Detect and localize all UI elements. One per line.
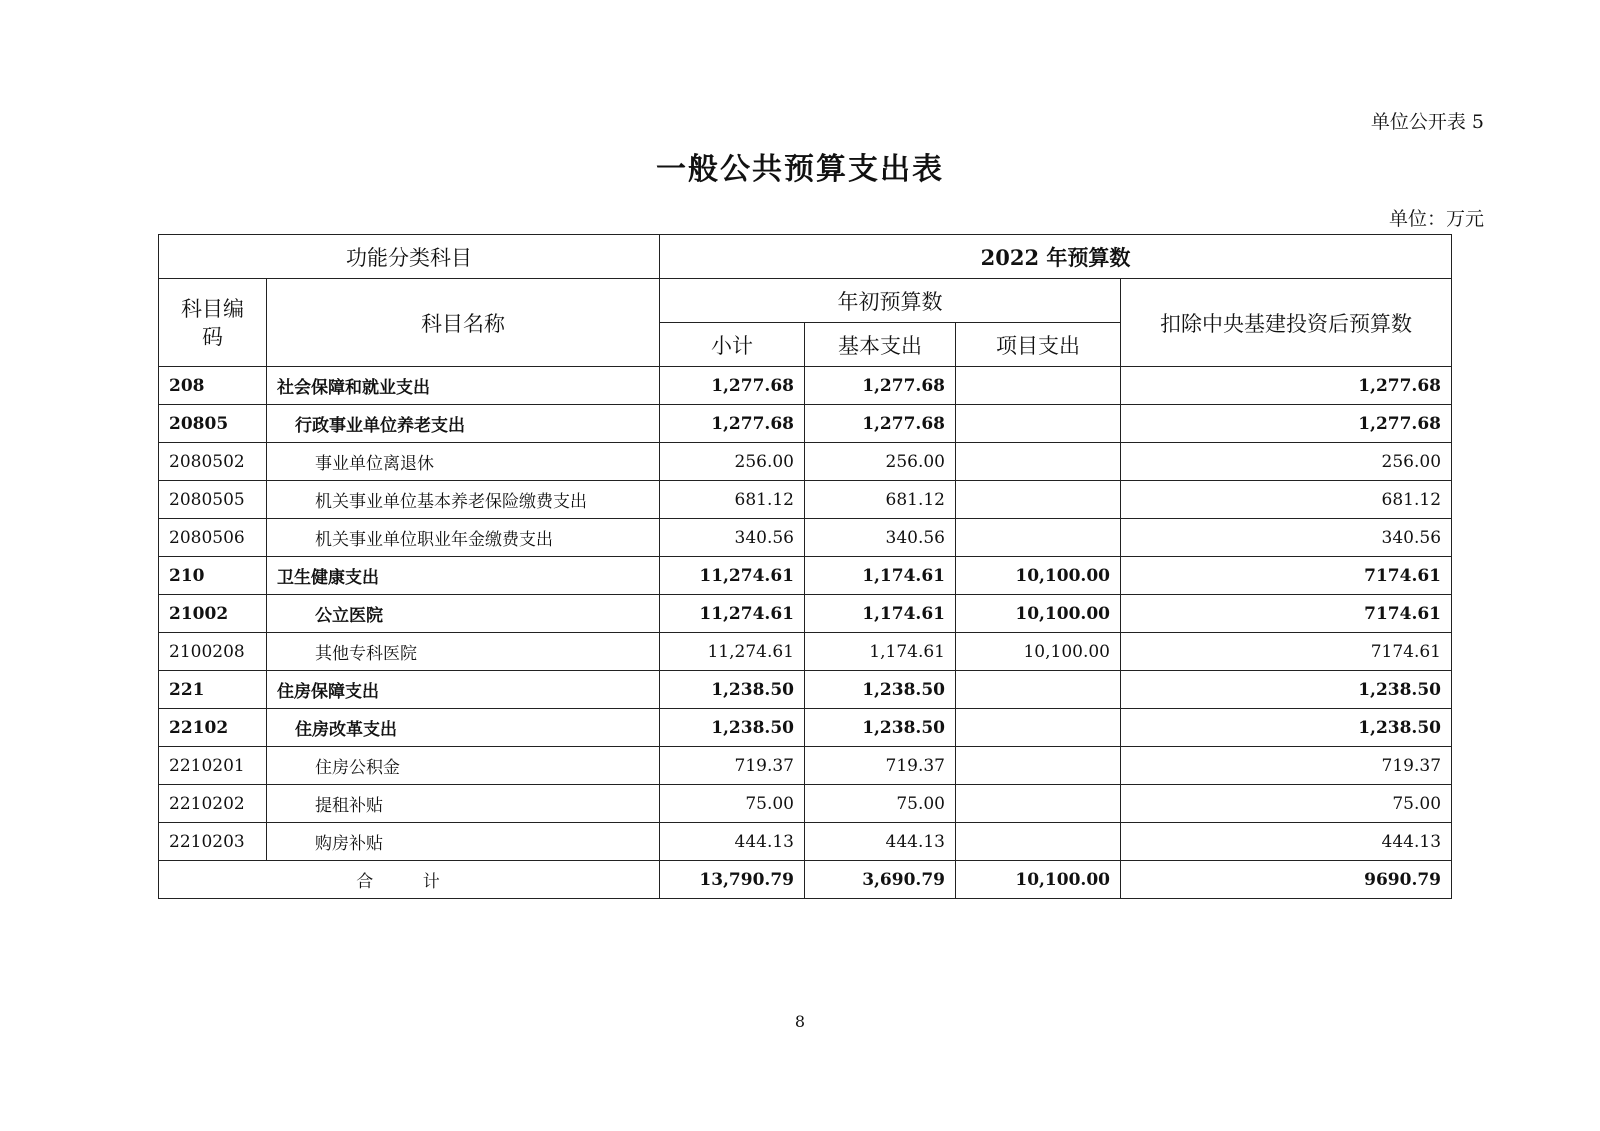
row-name: 公立医院 <box>267 595 660 633</box>
row-after-deduction: 444.13 <box>1121 823 1452 861</box>
row-basic: 1,174.61 <box>805 595 956 633</box>
header-function-classification: 功能分类科目 <box>159 235 660 279</box>
row-project <box>956 443 1121 481</box>
row-project: 10,100.00 <box>956 633 1121 671</box>
row-basic: 1,174.61 <box>805 557 956 595</box>
row-project: 10,100.00 <box>956 557 1121 595</box>
row-name: 其他专科医院 <box>267 633 660 671</box>
row-basic: 719.37 <box>805 747 956 785</box>
row-subtotal: 444.13 <box>660 823 805 861</box>
row-project <box>956 785 1121 823</box>
row-name: 行政事业单位养老支出 <box>267 405 660 443</box>
table-row <box>159 481 1452 519</box>
table-row <box>159 671 1452 709</box>
table-row <box>159 709 1452 747</box>
row-basic: 340.56 <box>805 519 956 557</box>
table-row <box>159 595 1452 633</box>
row-after-deduction: 7174.61 <box>1121 633 1452 671</box>
row-code: 2210202 <box>159 785 267 823</box>
unit-label: 单位：万元 <box>1388 208 1484 230</box>
row-name: 社会保障和就业支出 <box>267 367 660 405</box>
page-title: 一般公共预算支出表 <box>656 152 944 187</box>
row-name: 住房保障支出 <box>267 671 660 709</box>
budget-table <box>158 234 1452 899</box>
row-project <box>956 367 1121 405</box>
row-code: 221 <box>159 671 267 709</box>
row-after-deduction: 7174.61 <box>1121 557 1452 595</box>
row-after-deduction: 1,277.68 <box>1121 367 1452 405</box>
table-row <box>159 405 1452 443</box>
row-after-deduction: 1,277.68 <box>1121 405 1452 443</box>
row-project <box>956 481 1121 519</box>
row-after-deduction: 340.56 <box>1121 519 1452 557</box>
row-subtotal: 1,238.50 <box>660 671 805 709</box>
row-basic: 1,174.61 <box>805 633 956 671</box>
row-project <box>956 519 1121 557</box>
row-project: 10,100.00 <box>956 595 1121 633</box>
row-subtotal: 256.00 <box>660 443 805 481</box>
row-code: 208 <box>159 367 267 405</box>
header-initial-budget: 年初预算数 <box>660 279 1121 323</box>
row-basic: 1,238.50 <box>805 709 956 747</box>
row-basic: 1,238.50 <box>805 671 956 709</box>
row-project <box>956 671 1121 709</box>
row-after-deduction: 1,238.50 <box>1121 671 1452 709</box>
row-basic: 1,277.68 <box>805 367 956 405</box>
row-project <box>956 823 1121 861</box>
row-code: 210 <box>159 557 267 595</box>
row-basic: 681.12 <box>805 481 956 519</box>
header-project-expenditure: 项目支出 <box>956 323 1121 367</box>
table-row <box>159 747 1452 785</box>
budget-table-body <box>159 235 1452 899</box>
total-basic: 3,690.79 <box>805 861 956 899</box>
row-name: 提租补贴 <box>267 785 660 823</box>
row-basic: 444.13 <box>805 823 956 861</box>
table-row <box>159 633 1452 671</box>
table-row <box>159 367 1452 405</box>
row-project <box>956 405 1121 443</box>
table-row <box>159 443 1452 481</box>
row-code: 2210201 <box>159 747 267 785</box>
row-name: 住房改革支出 <box>267 709 660 747</box>
row-after-deduction: 75.00 <box>1121 785 1452 823</box>
total-project: 10,100.00 <box>956 861 1121 899</box>
row-subtotal: 1,277.68 <box>660 367 805 405</box>
row-project <box>956 709 1121 747</box>
table-row <box>159 519 1452 557</box>
row-code: 2100208 <box>159 633 267 671</box>
row-after-deduction: 681.12 <box>1121 481 1452 519</box>
row-subtotal: 1,277.68 <box>660 405 805 443</box>
row-code: 2080502 <box>159 443 267 481</box>
row-subtotal: 681.12 <box>660 481 805 519</box>
row-name: 事业单位离退休 <box>267 443 660 481</box>
row-basic: 75.00 <box>805 785 956 823</box>
header-after-deduction: 扣除中央基建投资后预算数 <box>1121 279 1452 367</box>
row-subtotal: 75.00 <box>660 785 805 823</box>
header-basic-expenditure: 基本支出 <box>805 323 956 367</box>
total-row <box>159 861 1452 899</box>
table-row <box>159 823 1452 861</box>
total-label: 合 计 <box>159 861 660 899</box>
table-row <box>159 785 1452 823</box>
row-code: 2080506 <box>159 519 267 557</box>
row-code: 2210203 <box>159 823 267 861</box>
header-subject-code: 科目编码 <box>159 279 267 367</box>
row-after-deduction: 719.37 <box>1121 747 1452 785</box>
table-row <box>159 557 1452 595</box>
row-subtotal: 11,274.61 <box>660 595 805 633</box>
row-code: 20805 <box>159 405 267 443</box>
row-code: 2080505 <box>159 481 267 519</box>
header-subject-name: 科目名称 <box>267 279 660 367</box>
row-code: 21002 <box>159 595 267 633</box>
row-name: 机关事业单位基本养老保险缴费支出 <box>267 481 660 519</box>
total-after-deduction: 9690.79 <box>1121 861 1452 899</box>
row-name: 卫生健康支出 <box>267 557 660 595</box>
row-basic: 1,277.68 <box>805 405 956 443</box>
form-number: 单位公开表 5 <box>1370 111 1484 133</box>
row-name: 机关事业单位职业年金缴费支出 <box>267 519 660 557</box>
row-subtotal: 340.56 <box>660 519 805 557</box>
row-after-deduction: 7174.61 <box>1121 595 1452 633</box>
row-name: 住房公积金 <box>267 747 660 785</box>
row-subtotal: 11,274.61 <box>660 557 805 595</box>
row-project <box>956 747 1121 785</box>
page-number: 8 <box>794 1012 806 1031</box>
row-subtotal: 11,274.61 <box>660 633 805 671</box>
row-subtotal: 719.37 <box>660 747 805 785</box>
row-subtotal: 1,238.50 <box>660 709 805 747</box>
row-name: 购房补贴 <box>267 823 660 861</box>
header-subtotal: 小计 <box>660 323 805 367</box>
header-budget-year: 2022 年预算数 <box>660 235 1452 279</box>
row-after-deduction: 1,238.50 <box>1121 709 1452 747</box>
row-basic: 256.00 <box>805 443 956 481</box>
total-subtotal: 13,790.79 <box>660 861 805 899</box>
row-code: 22102 <box>159 709 267 747</box>
row-after-deduction: 256.00 <box>1121 443 1452 481</box>
